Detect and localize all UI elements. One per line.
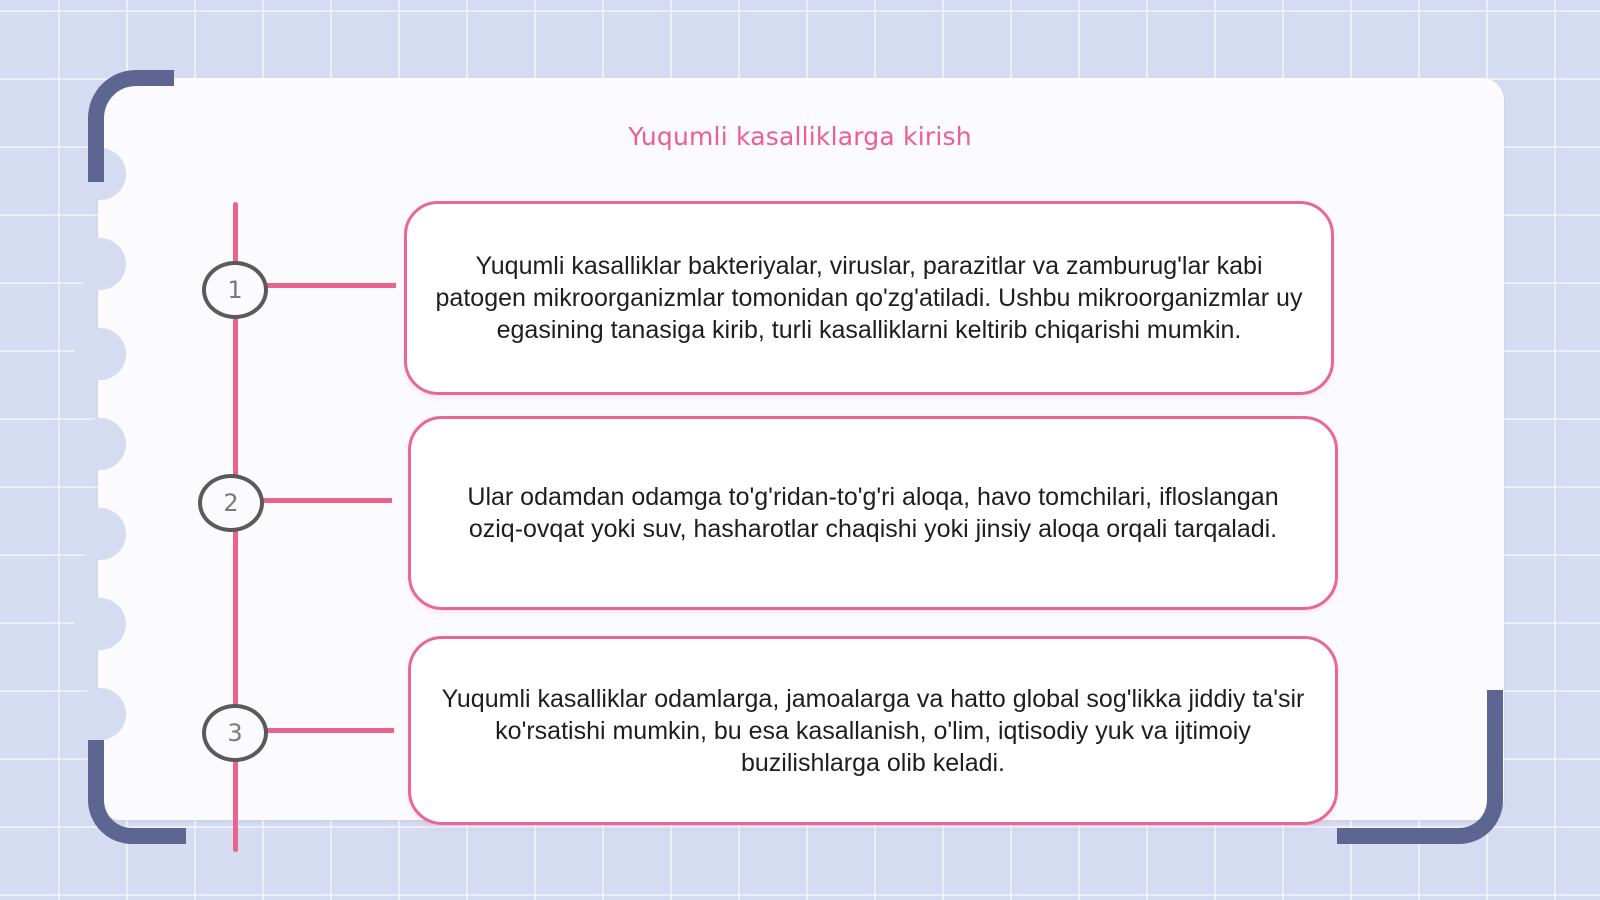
step-number-2: 2	[198, 474, 264, 532]
step-text-box-1: Yuqumli kasalliklar bakteriyalar, viruslar, parazitlar va zamburug'lar kabi patogen mikroorganizmlar tomonidan qo'zg'atiladi. Ushbu mikroorganizmlar uy egasining tanasiga kirib, turli kasalliklarni keltirib chiqarishi mumkin.	[404, 201, 1334, 395]
paper-notch	[74, 598, 126, 650]
timeline-connector	[262, 498, 392, 503]
step-text-box-3: Yuqumli kasalliklar odamlarga, jamoalarga va hatto global sog'likka jiddiy ta'sir ko'rsatishi mumkin, bu esa kasallanish, o'lim, iqtisodiy yuk va ijtimoiy buzilishlarga olib keladi.	[408, 636, 1338, 825]
paper-notch	[74, 688, 126, 740]
paper-notch	[74, 238, 126, 290]
step-text-box-2: Ular odamdan odamga to'g'ridan-to'g'ri aloqa, havo tomchilari, ifloslangan oziq-ovqat yoki suv, hasharotlar chaqishi yoki jinsiy aloqa orqali tarqaladi.	[408, 416, 1338, 610]
corner-bracket-bottom-left	[88, 740, 186, 844]
paper-notch	[74, 418, 126, 470]
paper-notch	[74, 508, 126, 560]
step-number-1: 1	[202, 261, 268, 319]
timeline-connector	[266, 728, 394, 733]
slide-title: Yuqumli kasalliklarga kirish	[628, 122, 972, 151]
corner-bracket-bottom-right	[1337, 690, 1503, 844]
step-number-3: 3	[202, 704, 268, 762]
paper-notch	[74, 328, 126, 380]
timeline-connector	[266, 283, 396, 288]
